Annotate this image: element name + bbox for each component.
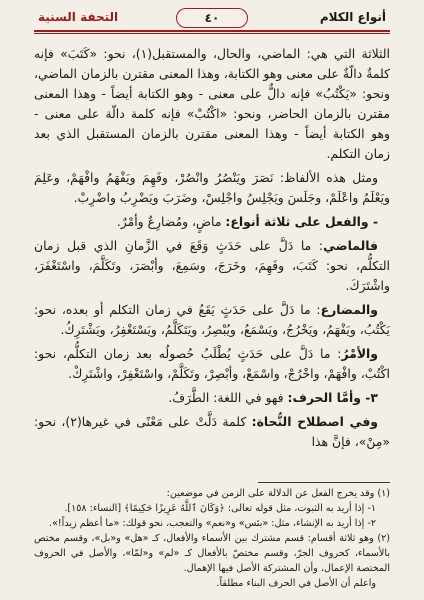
page-number: ٤٠	[176, 8, 248, 28]
footnote: (١) وقد يخرج الفعل عن الدلالة على الزمن في موضعين:	[166, 488, 390, 499]
running-header	[34, 6, 390, 32]
paragraph	[34, 236, 390, 296]
paragraph-text: ماضٍ، ومُضارِعٌ وأمْرٌ.	[116, 214, 226, 229]
paragraph-heading: ٣- وأمَّا الحرف:	[287, 390, 378, 405]
paragraph	[34, 388, 390, 408]
paragraph: ومثل هذه الألفاظ: نَصَرَ ويَنْصُرُ وانْصُرْ، وفَهِمَ ويَفْهَمُ وافْهَمْ، وعَلِمَ ويَعْلَمُ واعْلَمْ، وجَلَسَ ويَجْلِسُ واجْلِسْ، وضَرَبَ ويَضْرِبُ واضْرِبْ.	[34, 170, 390, 205]
paragraph-heading: وفي اصطلاح النُّحاة:	[251, 414, 379, 429]
paragraph	[34, 212, 390, 232]
paragraph-heading: والمضارع	[320, 302, 378, 317]
paragraph-text: فهو في اللغة: الطَّرَفُ.	[168, 390, 288, 405]
paragraph-heading: فالماضي	[323, 238, 378, 253]
main-text	[34, 44, 390, 456]
footnotes	[34, 486, 390, 591]
paragraph-text: : ما دَلَّ على حَدَثٍ وَقَعَ في الزَّمانِ الذي قبل زمان التكلُّم، نحو: كَتَبَ، وفَهِمَ، وخَرَجَ، وسَمِعَ، وأبْصَرَ، وتَكَلَّمَ، واسْتَغْفَرَ، واشْتَرَكَ.	[34, 238, 390, 293]
paragraph	[34, 412, 390, 452]
footnote-item: ١- إذا أريد به الثبوت، مثل قوله تعالى: ﴿وَكَانَ ٱللَّهُ عَزِيزًا حَكِيمًا﴾ [النساء: ١٥٨].	[64, 503, 376, 514]
paragraph-text: : ما دَلَّ على حَدَثٍ يَقَعُ في زمان التكلم أو بعده، نحو: يَكْتُبُ، ويَفْهَمُ، ويَخْرُجُ، ويَسْمَعُ، ويُبْصِرُ، ويَتَكَلَّمُ، ويَسْتَغْفِرُ، ويَشْتَرِكُ.	[34, 302, 390, 337]
paragraph	[34, 344, 390, 384]
paragraph-heading: والأمْرُ	[341, 346, 378, 361]
header-rule	[34, 30, 390, 32]
footnote: (٢) وهو ثلاثة أقسام: قسم مشترك بين الأسماء والأفعال، كـ «هل» و«بل»، وقسم مختص بالأسماء، كحروف الجرّ، وقسم مختصّ بالأفعال كـ «لم» و«لمّا»، والأصل في الحروف المختصة الإعمال، وأن المشتركة الأصل فيها الإهمال.	[34, 533, 390, 574]
book-title: التحفة السنية	[38, 10, 119, 24]
paragraph-heading: - والفعل على ثلاثة أنواع:	[225, 214, 378, 229]
paragraph-text: كلمة دَلَّتْ على مَعْنًى في غيرها(٢)، نحو: «مِنْ»، فإنَّ هذا	[34, 414, 390, 449]
chapter-title: أنواع الكلام	[319, 10, 386, 24]
footnote-item: ٢- إذا أريد به الإنشاء، مثل: «بئس» و«نعم» والتعجب، نحو قولك: «ما أعظم زيداً!».	[48, 518, 376, 529]
paragraph	[34, 300, 390, 340]
paragraph: الثلاثة التي هي: الماضي، والحال، والمستقبل(١)، نحو: «كَتَبَ» فإنه كلمةٌ دالّةٌ على معنى وهو الكتابة، وهذا المعنى مقترن بالزمان الماضي، ونحو: «يَكْتُبُ» فإنه دالٌّ على معنى - وهو الكتابة أيضاً - وهذا المعنى مقترن بالزمان الحاضر، ونحو: «اكْتُبْ» فإنه كلمة دالّة على معنى - وهو الكتابة أيضاً - وهذا المعنى مقترن بالزمان المستقبل الذي بعد زمان التكلم.	[34, 46, 390, 161]
footnote-rule	[258, 482, 390, 483]
header-rule-thin	[34, 33, 390, 34]
footnote-item: واعلم أن الأصل في الحرف البناء مطلقاً.	[216, 578, 376, 589]
paragraph-text: : ما دَلَّ على حَدَثٍ يُطْلَبُ حُصولُه بعد زمان التكلُّم، نحو: اكْتُبْ، وافْهَمْ، واخْرُجْ، واسْمَعْ، وأبْصِرْ، وتَكَلَّمْ، واسْتَغْفِرْ، واشْتَرِكْ.	[34, 346, 390, 381]
